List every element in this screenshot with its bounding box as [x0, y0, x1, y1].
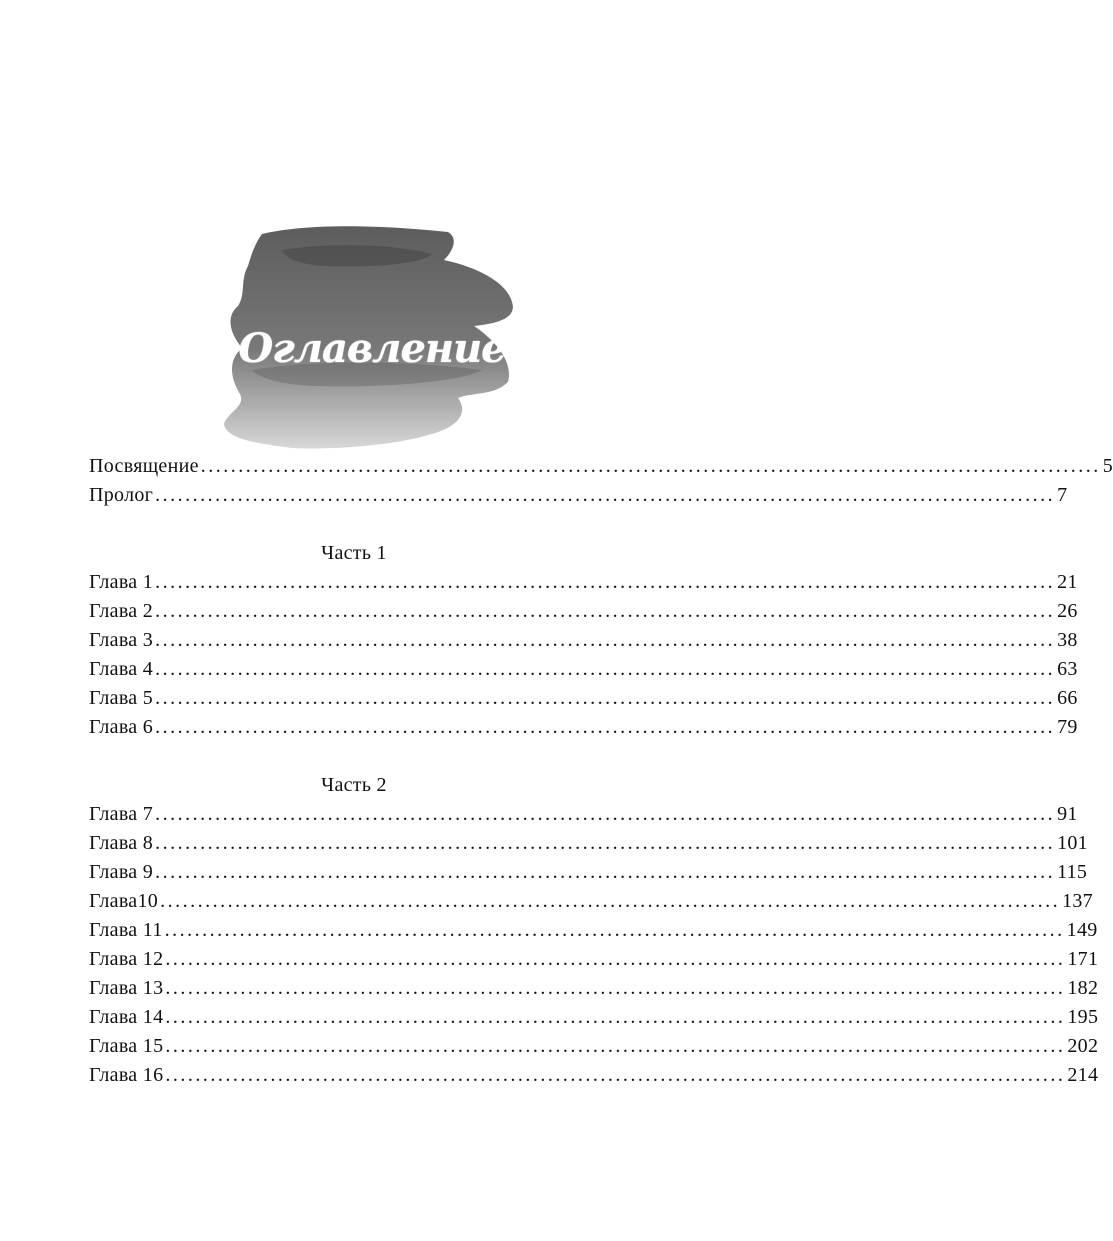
toc-entry: [89, 655, 1078, 684]
toc-entry-label: Пролог: [89, 484, 154, 506]
toc-entry: [89, 1003, 1099, 1032]
toc-entry: [89, 858, 1088, 887]
dot-leader: ........................................................................................................................: [155, 600, 1056, 622]
toc-entry-label: Глава10: [89, 890, 159, 912]
dot-leader: ........................................................................................................................: [155, 716, 1056, 738]
toc-entry-page-number: 137: [1062, 890, 1093, 912]
toc-entry: [89, 713, 1078, 742]
toc-entry-label: Глава 1: [89, 571, 154, 593]
dot-leader: ........................................................................................................................: [165, 1035, 1066, 1057]
toc-entry: [89, 597, 1078, 626]
dot-leader: ........................................................................................................................: [165, 1064, 1066, 1086]
toc-entry: [89, 916, 1098, 945]
toc-entry-page-number: 79: [1057, 716, 1078, 738]
toc-entry-page-number: 149: [1066, 919, 1098, 941]
dot-leader: ........................................................................................................................: [155, 803, 1056, 825]
dot-leader: ........................................................................................................................: [155, 571, 1056, 593]
toc-entry-label: Глава 4: [89, 658, 154, 680]
toc-entry: [89, 829, 1088, 858]
toc-entry-page-number: 38: [1057, 629, 1078, 651]
dot-leader: ........................................................................................................................: [165, 977, 1066, 999]
toc-heading: [222, 220, 522, 460]
toc-entry: [89, 626, 1078, 655]
toc-entry-label: Глава 6: [89, 716, 154, 738]
dot-leader: ........................................................................................................................: [155, 629, 1056, 651]
toc-entry: [89, 974, 1099, 1003]
toc-entry: [89, 452, 1113, 481]
dot-leader: ........................................................................................................................: [155, 832, 1056, 854]
toc-entry-label: Глава 5: [89, 687, 154, 709]
toc-entry: [89, 1032, 1099, 1061]
toc-entry-page-number: 214: [1067, 1064, 1099, 1086]
toc-entry: [89, 481, 1068, 510]
toc-entry-page-number: 115: [1057, 861, 1088, 883]
toc-entry-page-number: 63: [1057, 658, 1078, 680]
part-title: Часть 1: [321, 542, 387, 564]
toc-entry: [89, 945, 1099, 974]
toc-title: Оглавление: [238, 325, 506, 372]
toc-entry: [89, 568, 1078, 597]
toc-entry-label: Глава 2: [89, 600, 154, 622]
dot-leader: ........................................................................................................................: [164, 919, 1065, 941]
toc-entry-label: Посвящение: [89, 455, 199, 477]
dot-leader: ........................................................................................................................: [200, 455, 1101, 477]
toc-entry: [89, 1061, 1099, 1090]
dot-leader: ........................................................................................................................: [155, 484, 1056, 506]
toc-entry-label: Глава 13: [89, 977, 164, 999]
toc-entry-page-number: 202: [1067, 1035, 1099, 1057]
table-of-contents: [89, 452, 1113, 1090]
toc-entry-label: Глава 8: [89, 832, 154, 854]
toc-entry-label: Глава 15: [89, 1035, 164, 1057]
toc-entry-page-number: 5: [1102, 455, 1113, 477]
toc-entry-label: Глава 9: [89, 861, 154, 883]
dot-leader: ........................................................................................................................: [155, 687, 1056, 709]
dot-leader: ........................................................................................................................: [155, 658, 1056, 680]
toc-entry: [89, 800, 1078, 829]
toc-entry: [89, 887, 1093, 916]
toc-entry-page-number: 171: [1067, 948, 1099, 970]
toc-entry-page-number: 21: [1057, 571, 1078, 593]
dot-leader: ........................................................................................................................: [155, 861, 1056, 883]
toc-entry-page-number: 26: [1057, 600, 1078, 622]
part-title: Часть 2: [321, 774, 387, 796]
toc-entry-label: Глава 7: [89, 803, 154, 825]
toc-entry-label: Глава 12: [89, 948, 164, 970]
toc-entry-label: Глава 16: [89, 1064, 164, 1086]
toc-entry-page-number: 66: [1057, 687, 1078, 709]
toc-entry-page-number: 7: [1057, 484, 1068, 506]
dot-leader: ........................................................................................................................: [165, 948, 1066, 970]
toc-entry-page-number: 101: [1057, 832, 1088, 854]
dot-leader: ........................................................................................................................: [160, 890, 1061, 912]
toc-entry-page-number: 182: [1067, 977, 1099, 999]
toc-entry-label: Глава 3: [89, 629, 154, 651]
toc-entry-label: Глава 14: [89, 1006, 164, 1028]
toc-entry-label: Глава 11: [89, 919, 163, 941]
toc-entry-page-number: 91: [1057, 803, 1078, 825]
dot-leader: ........................................................................................................................: [165, 1006, 1066, 1028]
toc-entry: [89, 684, 1078, 713]
toc-entry-page-number: 195: [1067, 1006, 1099, 1028]
